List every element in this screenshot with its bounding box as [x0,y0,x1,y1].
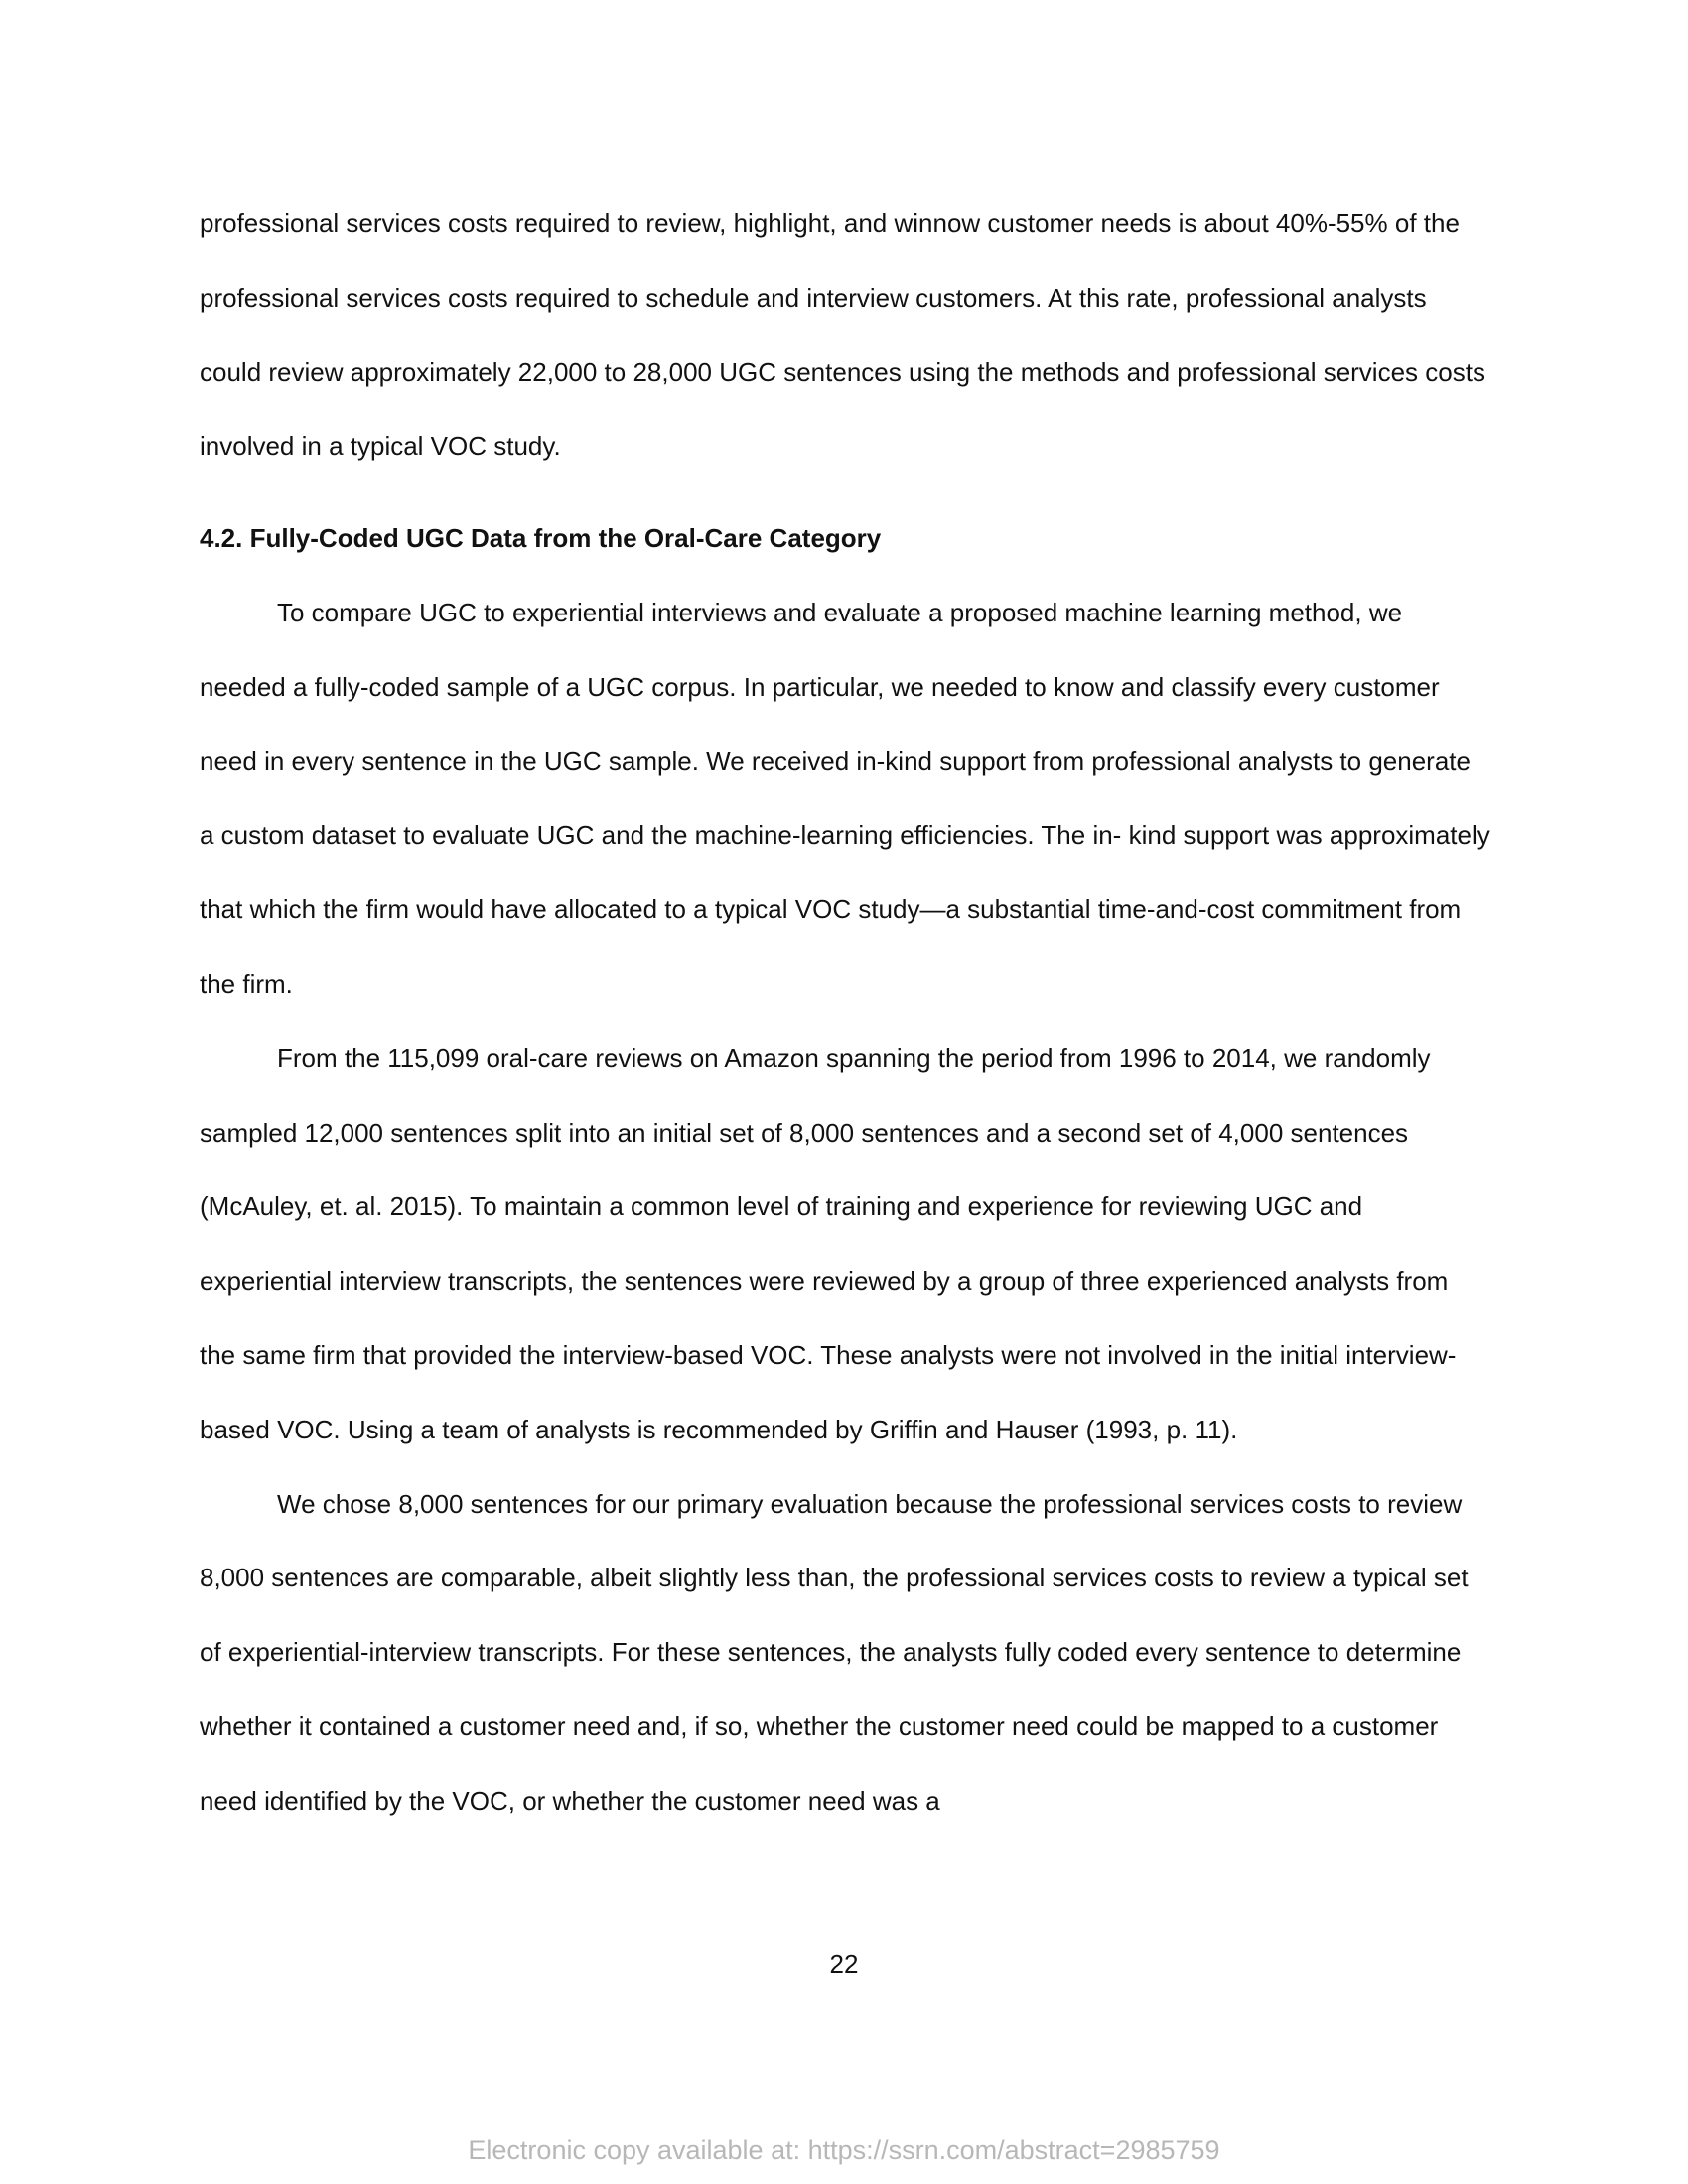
text-line: kind support was approximately that which the firm would have allocated to a typical VOC study—a [200,820,1490,925]
section-heading: 4.2. Fully-Coded UGC Data from the Oral-Care Category [200,523,882,554]
text-line: sentences (McAuley, et. al. 2015). To maintain a common level of training and experience for reviewing [200,1117,1409,1222]
text-line: not involved in the initial interview-based VOC. Using a team of analysts is recommended by Griffin and [200,1339,1457,1444]
text-line: review a typical set of experiential-interview transcripts. For these sentences, the analysts fully coded [200,1563,1469,1668]
paragraph-body [200,1467,1490,1839]
paragraph-body [200,576,1490,1022]
text-line: To compare UGC to experiential interviews and evaluate a proposed machine learning method, [277,597,1362,627]
text-line: Hauser (1993, p. 11). [995,1414,1238,1444]
text-line: and professional services costs involved in a typical VOC study. [200,356,1485,462]
page-body [200,187,1490,1839]
text-line: we needed a fully-coded sample of a UGC corpus. In particular, we needed to know and classify every [200,597,1403,702]
paragraph-intro [200,187,1490,483]
text-line: professional analysts could review approximately 22,000 to 28,000 UGC sentences using the methods [200,282,1427,387]
text-line: UGC and experiential interview transcripts, the sentences were reviewed by a group of three [200,1191,1363,1297]
footer-availability-note[interactable]: Electronic copy available at: https://ssrn.com/abstract=2985759 [468,2135,1220,2165]
text-line: substantial time-and-cost commitment from the firm. [200,894,1462,999]
text-line: analysts to generate a custom dataset to evaluate UGC and the machine-learning efficiencies. The in- [200,746,1471,851]
text-line: need could be mapped to a customer need identified by the VOC, or whether the customer need was a [200,1710,1439,1816]
text-line: review 8,000 sentences are comparable, albeit slightly less than, the professional services costs to [200,1488,1463,1593]
text-line: From the 115,099 oral-care reviews on Amazon spanning the period from 1996 to 2014, we [277,1042,1318,1073]
text-line: We chose 8,000 sentences for our primary evaluation because the professional services costs to [277,1488,1380,1519]
page-number: 22 [829,1949,859,1979]
paragraph-body [200,1022,1490,1467]
text-line: randomly sampled 12,000 sentences split into an initial set of 8,000 sentences and a second set of 4,000 [200,1042,1431,1148]
text-line: experienced analysts from the same firm that provided the interview-based VOC. These analysts were [200,1266,1449,1370]
text-line: professional services costs required to review, highlight, and winnow customer needs is about 40%-55% [200,208,1388,238]
text-line: every sentence to determine whether it contained a customer need and, if so, whether the customer [200,1637,1462,1741]
text-line: customer need in every sentence in the UGC sample. We received in-kind support from professional [200,671,1440,776]
text-line: of the professional services costs required to schedule and interview customers. At this rate, [200,208,1460,313]
